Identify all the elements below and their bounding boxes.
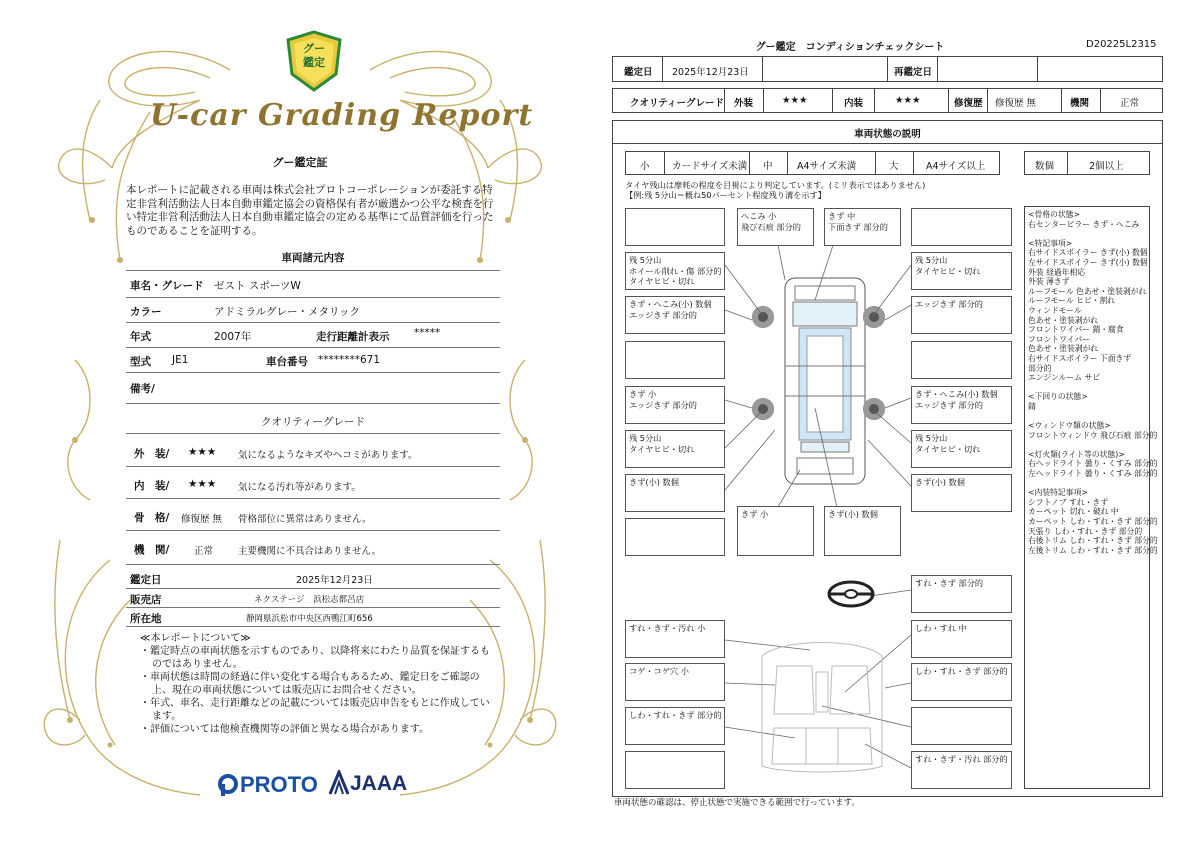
address-value: 静岡県浜松市中央区西鴨江町656 [246, 614, 373, 624]
divider [126, 372, 500, 373]
quality-label: 機 関/ [134, 544, 170, 556]
jaaa-logo-text: JAAA [350, 772, 408, 795]
goo-appraisal-badge [286, 30, 342, 92]
certificate-heading: グー鑑定証 [272, 156, 328, 169]
report-notes [140, 632, 495, 736]
appraisal-date-label: 鑑定日 [130, 574, 162, 586]
damage-box-left-2: きず・へこみ(小) 数個 エッジきず 部分的 [625, 296, 725, 334]
spec-chassis-value: ********671 [318, 354, 381, 366]
divider [126, 626, 500, 627]
car-interior-diagram [752, 636, 892, 776]
address-label: 所在地 [130, 613, 162, 625]
interior-box-right-2: しわ・すれ・きず 部分的 [911, 663, 1012, 701]
divider [126, 564, 500, 565]
damage-box-left-7 [625, 518, 725, 556]
note-item: ・車両状態は時間の経過に伴い変化する場合もあるため、鑑定日をご確認の上、現在の車両状態については販売店にお問合せください。 [140, 672, 480, 696]
proto-logo-text: PROTO [240, 772, 318, 797]
condition-notes-list: <骨格の状態> 右センターピラー きず・へこみ <特記事項> 右サイドスポイラー きず(小) 数個 左サイドスポイラー きず(小) 数個 外装 経過年相応 外装 薄きず ルーフモール 色あせ・塗装剥がれ ルーフモール ヒビ・割れ ウィンドモール 色あせ・塗装剥がれ フロントワイパー 錆・腐食 フロントワイパー 色あせ・塗装剥がれ 右サイドスポイラー 下面きず 部分的 エンジンルーム サビ <下回りの状態> 錆 <ウィンドウ類の状態> フロントウィンドウ 飛び石痕 部分的 <灯火類(ライト等の状態)> 右ヘッドライト 曇り・くすみ 部分的 左ヘッドライト 曇り・くすみ 部分的 <内装特記事項> シフトノブ すれ・きず カーペット 切れ・破れ 中 カーペット しわ・すれ・きず 部分的 天張り しわ・すれ・きず 部分的 右後トリム しわ・すれ・きず 部分的 左後トリム しわ・すれ・きず 部分的 [1028, 210, 1158, 555]
jaaa-mark-icon [328, 770, 350, 796]
interior-box-left-4 [625, 751, 725, 789]
damage-box-left-3 [625, 341, 725, 379]
divider [126, 607, 500, 608]
damage-box-top-2: へこみ 小 飛び石痕 部分的 [737, 208, 814, 246]
exterior-value: ★★★ [782, 95, 808, 106]
spec-chassis-label: 車台番号 [266, 356, 308, 368]
size-large-label: 大 [889, 161, 899, 172]
damage-box-right-2: エッジきず 部分的 [911, 296, 1012, 334]
store-label: 販売店 [130, 594, 162, 606]
quality-comment: 気になる汚れ等があります。 [238, 482, 361, 493]
quality-label: 骨 格/ [134, 512, 170, 524]
note-item: ・年式、車名、走行距離などの記載については販売店申告をもとに作成しています。 [140, 698, 490, 722]
count-label: 数個 [1035, 161, 1055, 172]
interior-box-right-3 [911, 707, 1012, 745]
certificate-body: 本レポートに記載される車両は株式会社プロトコーポレーションが委託する特定非営利活動法人日本自動車鑑定協会の資格保有者が厳選かつ公平な検査を行い特定非営利活動法人日本自動車鑑定協会の定める基準にて品質評価を行ったものであることを証明する。 [126, 184, 494, 237]
appraisal-date-value: 2025年12月23日 [296, 575, 373, 586]
badge-text: グー 鑑定 [303, 42, 325, 69]
interior-box-right-1: しわ・すれ 中 [911, 620, 1012, 658]
quality-grade: 修復歴 無 [181, 514, 223, 525]
exterior-label: 外装 [734, 98, 754, 109]
spec-color-label: カラー [130, 306, 162, 318]
damage-box-right-4: きず・へこみ(小) 数個 エッジきず 部分的 [911, 386, 1012, 424]
spec-color-value: アドミラルグレー・メタリック [214, 306, 361, 318]
divider [126, 466, 500, 467]
damage-box-bottom-1: きず 小 [737, 506, 814, 556]
damage-box-right-5: 残 5分山 タイヤヒビ・切れ [911, 430, 1012, 468]
footer-note: 車両状態の確認は、停止状態で実施できる範囲で行っています。 [614, 798, 860, 808]
size-small-desc: カードサイズ未満 [672, 161, 748, 172]
proto-mark-icon [218, 773, 240, 797]
damage-box-left-4: きず 小 エッジきず 部分的 [625, 386, 725, 424]
damage-box-left-1: 残 5分山 ホイール削れ・傷 部分的 タイヤヒビ・切れ [625, 252, 725, 290]
interior-box-left-2: コゲ・コゲ穴 小 [625, 663, 725, 701]
spec-year-label: 年式 [130, 331, 151, 343]
quality-label: 内 装/ [134, 480, 170, 492]
size-medium-desc: A4サイズ未満 [797, 161, 857, 172]
quality-comment: 気になるようなキズやヘコミがあります。 [238, 450, 418, 461]
appraisal-date-value: 2025年12月23日 [672, 67, 749, 78]
note-item: ・評価については他検査機関等の評価と異なる場合があります。 [140, 724, 429, 735]
quality-comment: 主要機関に不具合はありません。 [238, 546, 382, 557]
interior-box-left-1: すれ・きず・汚れ 小 [625, 620, 725, 658]
damage-box-top-3: きず 中 下面きず 部分的 [824, 208, 901, 246]
divider [126, 433, 500, 434]
size-medium-label: 中 [763, 161, 773, 172]
divider [126, 530, 500, 531]
quality-grade: 正常 [194, 546, 214, 557]
repair-value: 修復歴 無 [995, 98, 1037, 109]
engine-label: 機関 [1070, 98, 1090, 109]
spec-remarks-label: 備考/ [130, 383, 155, 395]
size-small-label: 小 [640, 161, 650, 172]
divider [126, 498, 500, 499]
note-item: ・鑑定時点の車両状態を示すものであり、以降将来にわたり品質を保証するものではありません。 [140, 646, 490, 670]
interior-box-right-0: すれ・きず 部分的 [911, 575, 1012, 613]
repair-label: 修復歴 [954, 98, 983, 109]
document-id: D20225L2315 [1086, 39, 1157, 50]
notes-heading: ≪本レポートについて≫ [140, 633, 251, 644]
quality-grade: ★★★ [188, 446, 217, 458]
quality-heading: クオリティーグレード [261, 416, 365, 428]
damage-box-right-3 [911, 341, 1012, 379]
damage-box-left-5: 残 5分山 タイヤヒビ・切れ [625, 430, 725, 468]
interior-value: ★★★ [895, 95, 921, 106]
store-value: ネクステージ 浜松志都呂店 [254, 595, 365, 605]
report-title: U-car Grading Report [150, 98, 534, 133]
tire-note: タイヤ残山は摩耗の程度を目視により判定しています。(ミリ表示ではありません) [625, 180, 926, 190]
engine-value: 正常 [1120, 98, 1140, 109]
quality-comment: 骨格部位に異常はありません。 [238, 514, 372, 525]
reappraisal-date-label: 再鑑定日 [894, 67, 933, 78]
divider [126, 322, 500, 323]
condition-check-sheet [600, 0, 1200, 848]
interior-label: 内装 [844, 98, 864, 109]
damage-box-left-6: きず(小) 数個 [625, 474, 725, 512]
appraisal-date-label: 鑑定日 [624, 67, 653, 78]
damage-box-bottom-2: きず(小) 数個 [824, 506, 901, 556]
spec-model-value: JE1 [172, 354, 189, 366]
divider [126, 588, 500, 589]
damage-box-right-6: きず(小) 数個 [911, 474, 1012, 512]
divider [126, 403, 500, 404]
divider [126, 297, 500, 298]
specs-heading: 車両諸元内容 [281, 252, 345, 264]
spec-name-label: 車名・グレード [130, 280, 204, 292]
count-desc: 2個以上 [1089, 161, 1124, 172]
sheet-title: グー鑑定 コンディションチェックシート [755, 42, 945, 53]
quality-grade: ★★★ [188, 478, 217, 490]
section-title: 車両状態の説明 [854, 129, 921, 140]
quality-grade-label: クオリティーグレード [630, 98, 725, 109]
divider [126, 270, 500, 271]
size-large-desc: A4サイズ以上 [926, 161, 986, 172]
interior-box-right-4: すれ・きず・汚れ 部分的 [911, 751, 1012, 789]
damage-box-top-1 [625, 208, 725, 246]
spec-mileage-label: 走行距離計表示 [316, 331, 390, 343]
damage-box-top-4 [911, 208, 1012, 246]
spec-mileage-value: ***** [414, 327, 441, 339]
tire-note-example: 【例:残 5分山＝概ね50パーセント程度残り溝を示す】 [625, 190, 826, 200]
divider [126, 347, 500, 348]
spec-year-value: 2007年 [214, 331, 252, 343]
steering-wheel-icon [826, 579, 876, 609]
spec-model-label: 型式 [130, 356, 151, 368]
damage-box-right-1: 残 5分山 タイヤヒビ・切れ [911, 252, 1012, 290]
quality-label: 外 装/ [134, 448, 170, 460]
interior-box-left-3: しわ・すれ・きず 部分的 [625, 707, 725, 745]
spec-name-value: ゼスト スポーツW [214, 280, 301, 292]
